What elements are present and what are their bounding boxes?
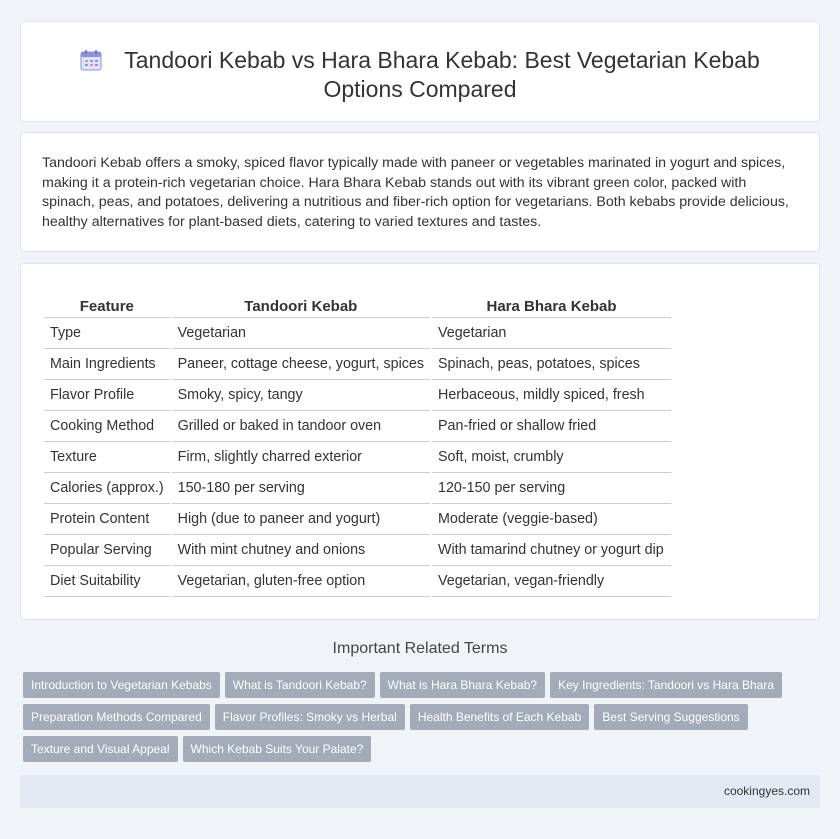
tag-link[interactable]: Health Benefits of Each Kebab xyxy=(410,704,589,730)
tandoori-cell: High (due to paneer and yogurt) xyxy=(172,504,430,535)
table-row xyxy=(44,535,671,566)
tag-link[interactable]: Which Kebab Suits Your Palate? xyxy=(183,736,372,762)
table-row xyxy=(44,411,671,442)
feature-cell: Flavor Profile xyxy=(44,380,170,411)
tandoori-cell: Paneer, cottage cheese, yogurt, spices xyxy=(172,349,430,380)
table-row xyxy=(44,318,671,349)
table-header-row xyxy=(44,296,671,318)
hara-bhara-cell: 120-150 per serving xyxy=(432,473,671,504)
page-title xyxy=(61,46,779,104)
table-row xyxy=(44,442,671,473)
tag-link[interactable]: Best Serving Suggestions xyxy=(594,704,747,730)
hara-bhara-cell: Soft, moist, crumbly xyxy=(432,442,671,473)
table-row xyxy=(44,566,671,597)
tandoori-cell: Smoky, spicy, tangy xyxy=(172,380,430,411)
footer xyxy=(20,775,820,808)
tag-link[interactable]: What is Hara Bhara Kebab? xyxy=(380,672,545,698)
feature-cell: Texture xyxy=(44,442,170,473)
tandoori-cell: With mint chutney and onions xyxy=(172,535,430,566)
tag-link[interactable]: What is Tandoori Kebab? xyxy=(225,672,375,698)
feature-cell: Diet Suitability xyxy=(44,566,170,597)
feature-cell: Protein Content xyxy=(44,504,170,535)
feature-cell: Popular Serving xyxy=(44,535,170,566)
related-terms-tags xyxy=(23,672,813,768)
intro-card xyxy=(20,132,820,252)
feature-cell: Cooking Method xyxy=(44,411,170,442)
tag-row xyxy=(23,704,813,736)
tandoori-cell: 150-180 per serving xyxy=(172,473,430,504)
hara-bhara-cell: Spinach, peas, potatoes, spices xyxy=(432,349,671,380)
intro-paragraph: Tandoori Kebab offers a smoky, spiced flavor typically made with paneer or vegetables marinated in yogurt and spices, making it a protein-rich vegetarian choice. Hara Bhara Kebab stands out with its vibrant green color, packed with spinach, peas, and potatoes, delivering a nutritious and fiber-rich option for vegetarians. Both kebabs provide delicious, healthy alternatives for plant-based diets, catering to varied textures and tastes. xyxy=(42,155,789,230)
footer-site-link[interactable]: cookingyes.com xyxy=(723,784,810,798)
feature-cell: Main Ingredients xyxy=(44,349,170,380)
header-tandoori: Tandoori Kebab xyxy=(172,296,430,318)
table-row xyxy=(44,473,671,504)
tag-row xyxy=(23,736,813,768)
table-row xyxy=(44,380,671,411)
hara-bhara-cell: Vegetarian xyxy=(432,318,671,349)
header-hara-bhara: Hara Bhara Kebab xyxy=(432,296,671,318)
tag-link[interactable]: Flavor Profiles: Smoky vs Herbal xyxy=(215,704,405,730)
hara-bhara-cell: With tamarind chutney or yogurt dip xyxy=(432,535,671,566)
tag-row xyxy=(23,672,813,704)
hara-bhara-cell: Moderate (veggie-based) xyxy=(432,504,671,535)
comparison-table xyxy=(42,296,673,597)
tag-link[interactable]: Key Ingredients: Tandoori vs Hara Bhara xyxy=(550,672,782,698)
tandoori-cell: Firm, slightly charred exterior xyxy=(172,442,430,473)
calendar-icon xyxy=(80,49,102,71)
hara-bhara-cell: Pan-fried or shallow fried xyxy=(432,411,671,442)
tag-link[interactable]: Texture and Visual Appeal xyxy=(23,736,178,762)
hara-bhara-cell: Herbaceous, mildly spiced, fresh xyxy=(432,380,671,411)
page-title-text: Tandoori Kebab vs Hara Bhara Kebab: Best Vegetarian Kebab Options Compared xyxy=(124,47,760,102)
feature-cell: Calories (approx.) xyxy=(44,473,170,504)
table-row xyxy=(44,504,671,535)
comparison-card xyxy=(20,263,820,620)
tag-link[interactable]: Introduction to Vegetarian Kebabs xyxy=(23,672,220,698)
related-terms-heading: Important Related Terms xyxy=(332,640,508,657)
title-card xyxy=(20,21,820,122)
tandoori-cell: Grilled or baked in tandoor oven xyxy=(172,411,430,442)
hara-bhara-cell: Vegetarian, vegan-friendly xyxy=(432,566,671,597)
tandoori-cell: Vegetarian, gluten-free option xyxy=(172,566,430,597)
tandoori-cell: Vegetarian xyxy=(172,318,430,349)
feature-cell: Type xyxy=(44,318,170,349)
table-row xyxy=(44,349,671,380)
header-feature: Feature xyxy=(44,296,170,318)
tag-link[interactable]: Preparation Methods Compared xyxy=(23,704,210,730)
